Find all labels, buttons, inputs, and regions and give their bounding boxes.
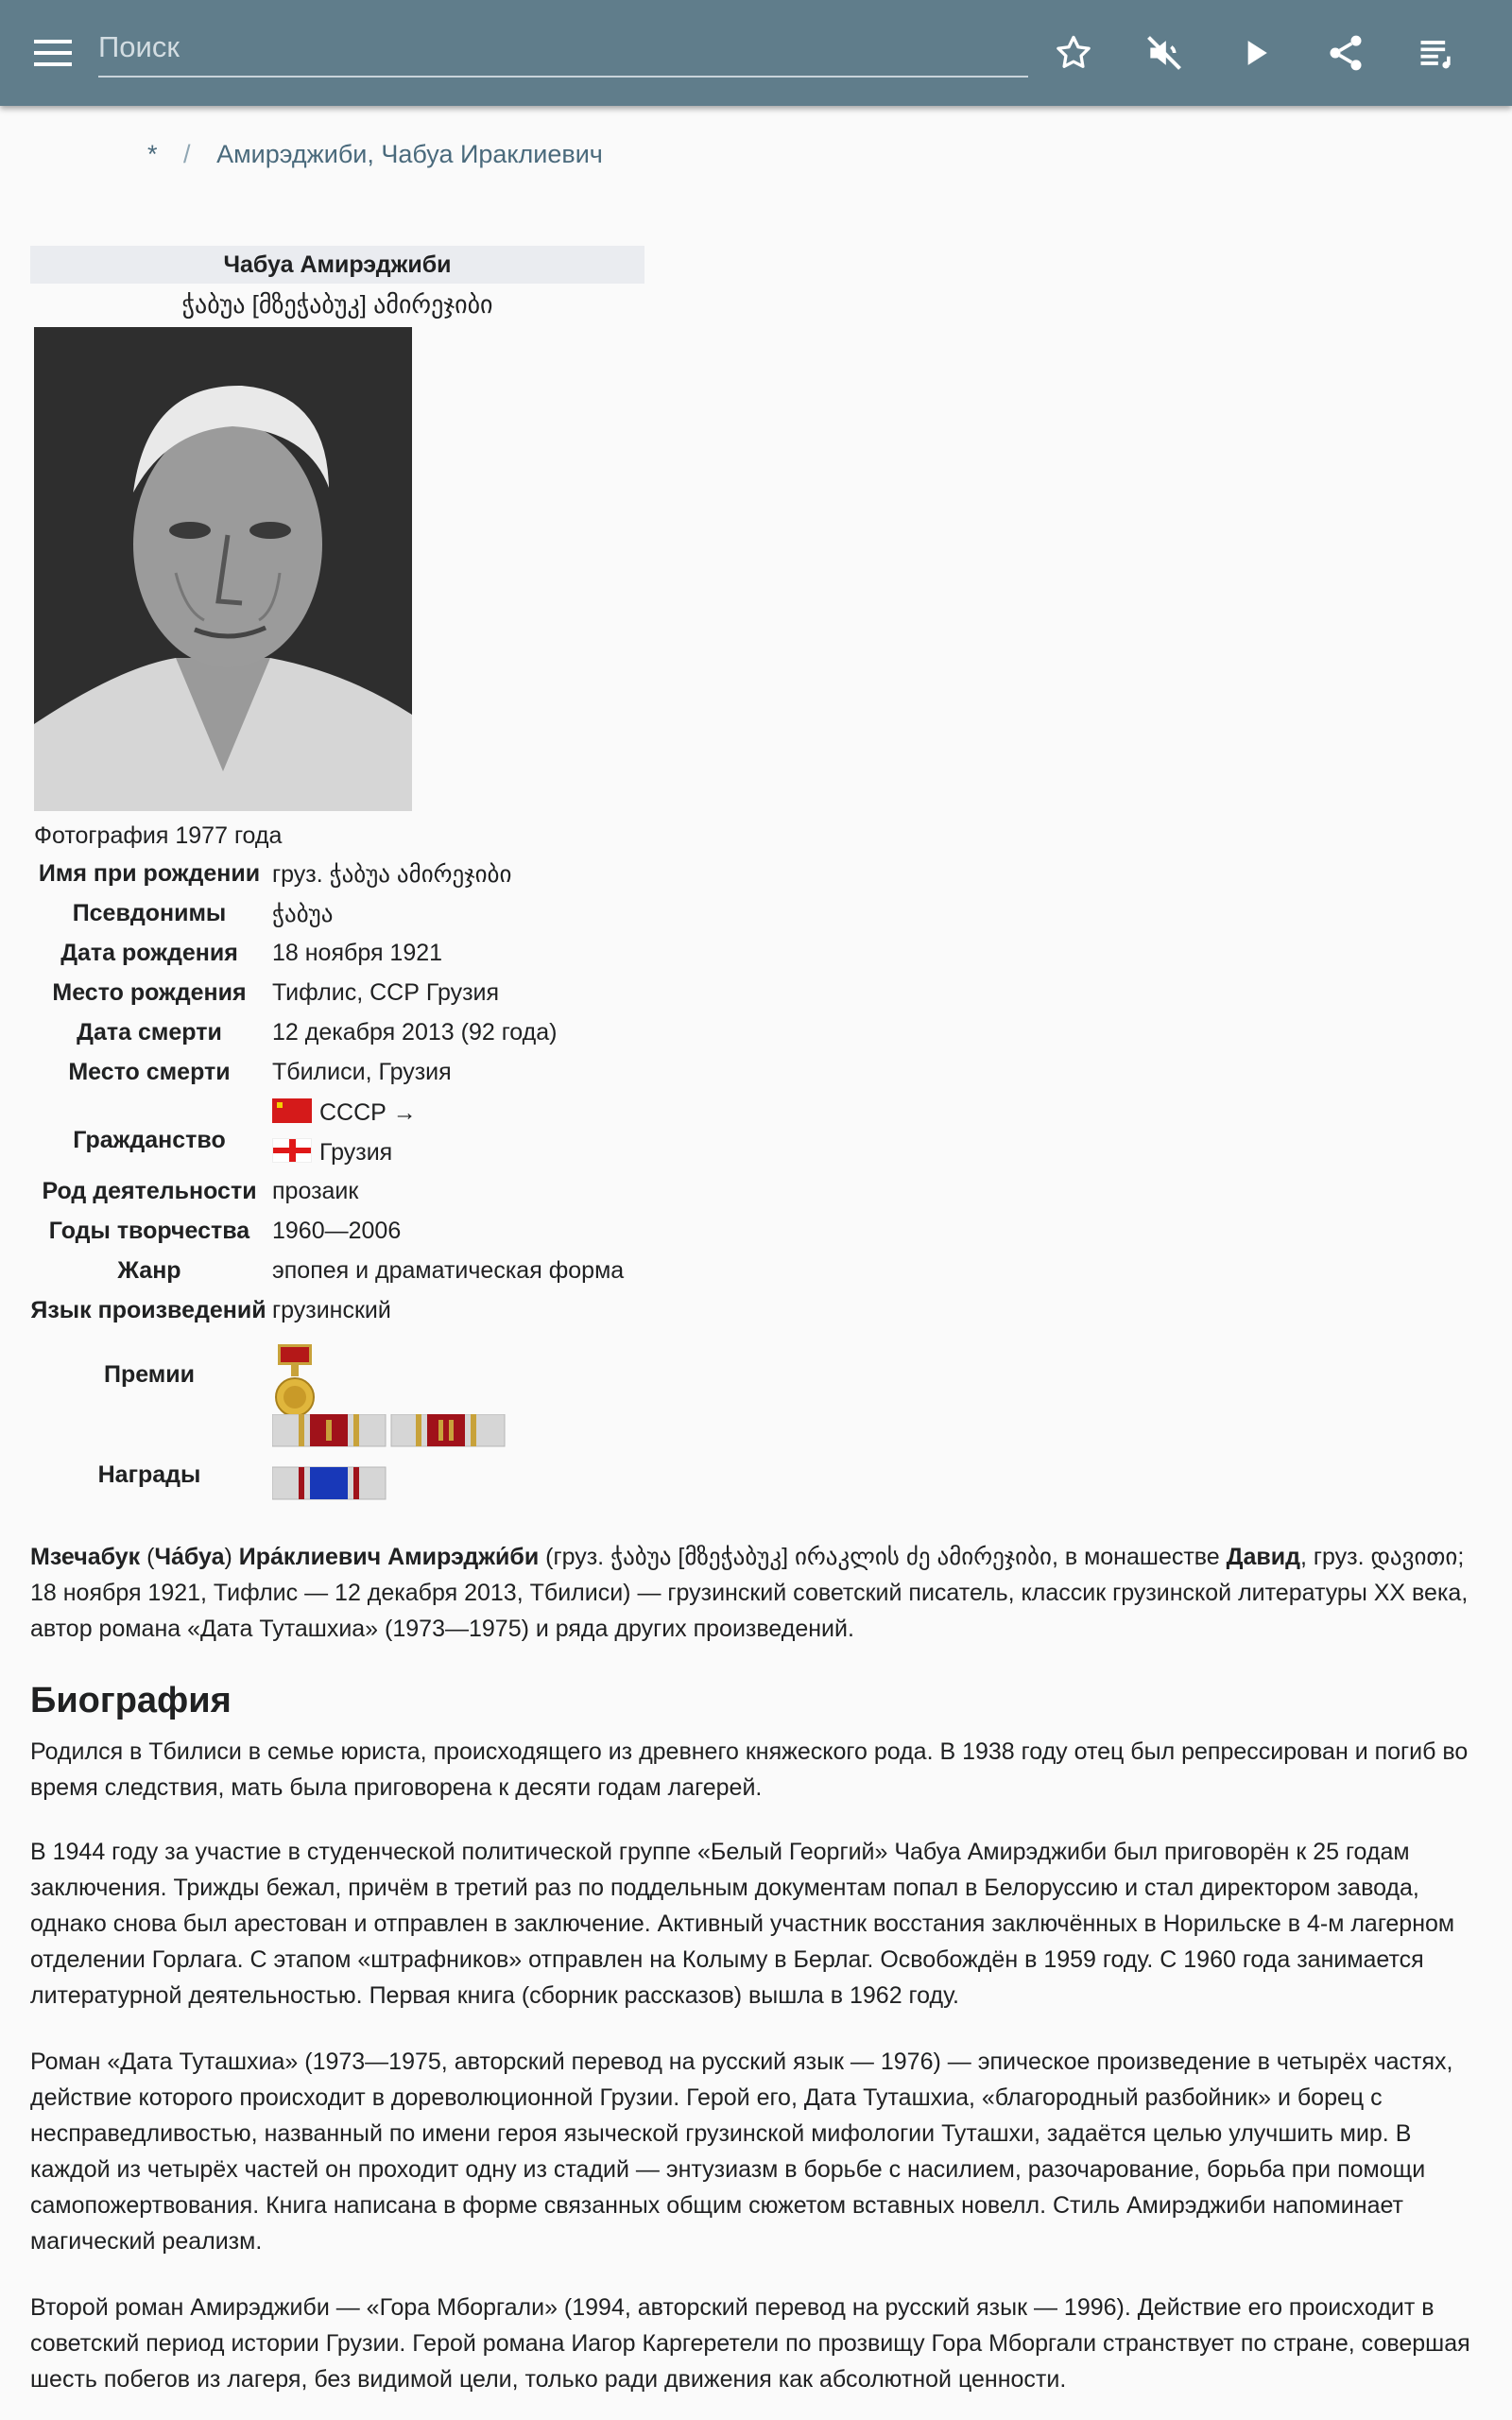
lead-text-2: , груз. დავითი; 18 ноября 1921, Тифлис — 12 декабря 2013, Тбилиси) — грузинский советский писатель, классик грузинской литературы XX века, автор романа «Дата Туташхиа» (1973—1975) и ряда других произведений. [30,1544,1469,1642]
state-prize-medal-icon[interactable] [272,1342,318,1422]
citizenship-value-1[interactable]: СССР → [319,1099,417,1126]
play-icon[interactable] [1228,26,1281,79]
row-label: Премии [103,1361,196,1388]
menu-icon[interactable] [26,32,79,74]
citizenship-value-2[interactable]: Грузия [319,1139,393,1166]
row-label: Место рождения [52,979,247,1006]
row-label: Дата рождения [60,940,238,966]
portrait-photo[interactable] [34,327,412,811]
breadcrumb-separator: / [183,140,191,168]
row-value[interactable]: прозаик [272,1178,359,1204]
row-value[interactable]: Тифлис, ССР Грузия [272,979,500,1006]
biography-paragraph-3: Роман «Дата Туташхиа» (1973—1975, авторский перевод на русский язык — 1976) — эпическое произведение в четырёх частях, действие которого происходит в дореволюционной Грузии. Герой его, Дата Туташхиа, «благородный разбойник» и борец с несправедливостью, названный по имени героя языческой грузинской мифологии Туташхи, задаётся целью улучшить мир. В каждой из четырёх частей он проходит одну из стадий — энтузиазм в борьбе с насилием, разочарование, борьба при помощи самопожертвования. Книга написана в форме связанных общим сюжетом вставных новелл. Стиль Амирэджиби напоминает магический реализм. [30,2048,1453,2255]
ribbon-order-3-icon[interactable] [272,1467,386,1499]
infobox [30,246,644,1488]
row-value: ჭაბუა [272,901,334,927]
row-label: Дата смерти [77,1019,222,1046]
row-label: Годы творчества [48,1218,250,1244]
infobox-native-name: ჭაბუა [მზეჭაბუკ] ამირეჯიბი [181,290,493,319]
breadcrumb-current[interactable]: Амирэджиби, Чабуа Ираклиевич [216,140,603,168]
row-value[interactable]: 12 декабря 2013 (92 года) [272,1019,558,1046]
award-ribbons [272,1414,514,1503]
app-bar [0,0,1512,106]
citizenship-georgia[interactable] [272,1138,392,1167]
lead-name-3: Ира́клиевич Амирэджи́би [238,1544,540,1570]
row-value[interactable]: грузинский [272,1297,391,1323]
row-label: Награды [97,1461,201,1488]
photo-caption: Фотография 1977 года [34,822,283,849]
biography-paragraph-2: В 1944 году за участие в студенческой политической группе «Белый Георгий» Чабуа Амирэджиби был приговорён к 25 годам заключения. Трижды бежал, причём в третий раз по поддельным документам попал в Белоруссию и стал директором завода, однако снова был арестован и отправлен в заключение. Активный участник восстания заключённых в Норильске в 4-м лагерном отделении Горлага. С этапом «штрафников» отправлен на Колыму в Берлаг. Освобождён в 1959 году. С 1960 года занимается литературной деятельностью. Первая книга (сборник рассказов) вышла в 1962 году. [30,1839,1455,2009]
ribbon-order-1-icon[interactable] [272,1414,386,1446]
biography-paragraph-4: Второй роман Амирэджиби — «Гора Мборгали» (1994, авторский перевод на русский язык — 1996). Действие его происходит в советский период истории Грузии. Герой романа Иагор Каргеретели по прозвищу Гора Мборгали странствует по стране, совершая шесть побегов из лагеря, без видимой цели, только ради движения как абсолютной ценности. [30,2294,1470,2393]
ussr-flag-icon [272,1098,312,1123]
row-label: Псевдонимы [72,900,227,926]
ribbon-order-2-icon[interactable] [391,1414,505,1446]
lead-monk-name: Давид [1226,1544,1300,1570]
share-icon[interactable] [1319,26,1372,79]
row-value[interactable]: Тбилиси, Грузия [272,1059,452,1085]
section-heading-biography: Биография [30,1681,232,1720]
row-label: Гражданство [73,1127,226,1153]
row-label: Язык произведений [30,1297,266,1323]
list-icon[interactable] [1410,26,1463,79]
lead-name-2: Ча́буа [154,1544,225,1570]
breadcrumb [147,140,603,169]
breadcrumb-root[interactable]: * [147,140,158,168]
row-value[interactable]: груз. ჭაბუა ამირეჯიბი [272,861,512,888]
search-box [98,21,1028,78]
portrait-image [34,327,412,811]
biography-paragraph-1: Родился в Тбилиси в семье юриста, происходящего из древнего княжеского рода. В 1938 году отец был репрессирован и погиб во время следствия, мать была приговорена к десяти годам лагерей. [30,1738,1469,1801]
lead-text-1: (груз. ჭაბუა [მზეჭაბუკ] ირაკლის ძე ამირეჯიბი, в монашестве [539,1544,1227,1570]
row-label: Имя при рождении [38,860,261,887]
search-input[interactable] [98,21,1028,74]
citizenship-ussr[interactable] [272,1098,417,1127]
row-label: Род деятельности [42,1178,257,1204]
row-label: Жанр [117,1257,181,1284]
row-value[interactable]: эпопея и драматическая форма [272,1257,625,1284]
row-label: Место смерти [68,1059,231,1085]
lead-name-1: Мзечабук [30,1544,141,1570]
georgia-flag-icon [272,1138,312,1163]
volume-off-icon[interactable] [1138,26,1191,79]
row-value[interactable]: 18 ноября 1921 [272,940,443,966]
infobox-title: Чабуа Амирэджиби [30,246,644,284]
row-value: 1960—2006 [272,1218,402,1244]
star-icon[interactable] [1047,26,1100,79]
lead-paragraph: Мзечабук (Ча́буа) Ира́клиевич Амирэджи́би (груз. ჭაბუა [მზეჭაბუკ] ირაკლის ძე ამირეჯიბი, в монашестве Давид, груз. დავითი; 18 ноября 1921, Тифлис — 12 декабря 2013, Тбилиси) — грузинский советский писатель, классик грузинской литературы XX века, автор романа «Дата Туташхиа» (1973—1975) и ряда других произведений. [30,1544,1469,1642]
